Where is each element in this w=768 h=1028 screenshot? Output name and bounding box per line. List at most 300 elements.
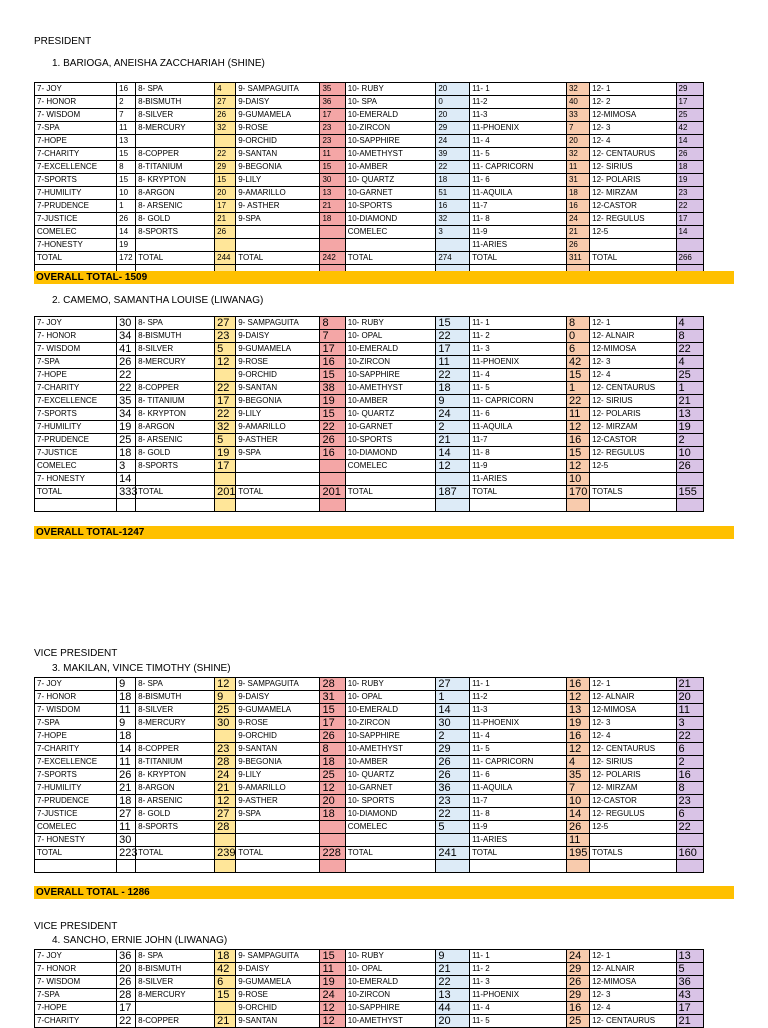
vote-count-cell: 15 [215, 989, 236, 1002]
section-cell: 12- 3 [590, 356, 676, 369]
vote-count-cell: 9 [117, 717, 136, 730]
vote-count-cell: 22 [117, 382, 136, 395]
section-cell: 11- CAPRICORN [470, 395, 567, 408]
table-row [35, 756, 704, 769]
vote-count-cell: 19 [215, 447, 236, 460]
vote-count-cell: 19 [676, 174, 703, 187]
section-cell: 8- ARSENIC [136, 200, 215, 213]
section-cell: 8-COPPER [136, 743, 215, 756]
section-cell: 7- HONOR [35, 96, 117, 109]
section-cell: 8-BISMUTH [136, 963, 215, 976]
vote-count-cell: 35 [117, 395, 136, 408]
vote-count-cell: 16 [436, 200, 470, 213]
section-cell: 10-DIAMOND [345, 447, 436, 460]
section-cell: 9-ROSE [236, 989, 320, 1002]
vote-count-cell: 22 [676, 200, 703, 213]
vote-count-cell: 4 [676, 356, 703, 369]
section-cell: 7- HONESTY [35, 473, 117, 486]
section-cell: 12- 1 [590, 678, 676, 691]
vote-count-cell: 15 [320, 950, 345, 963]
table-row [35, 821, 704, 834]
section-cell: 7- JOY [35, 678, 117, 691]
section-cell: 8-COPPER [136, 382, 215, 395]
section-cell: 12-MIMOSA [590, 976, 676, 989]
vote-count-cell: 20 [117, 963, 136, 976]
section-cell: 9-LILY [236, 408, 320, 421]
section-cell: 12- MIRZAM [590, 421, 676, 434]
section-cell [236, 821, 320, 834]
vote-count-cell: 11 [566, 161, 589, 174]
vote-count-cell: 8 [676, 782, 703, 795]
section-cell: 8-MERCURY [136, 717, 215, 730]
section-cell: 12- 1 [590, 950, 676, 963]
section-cell: 9-SANTAN [236, 1015, 320, 1028]
vote-count-cell [320, 460, 345, 473]
vote-count-cell: 18 [117, 447, 136, 460]
table-row [35, 691, 704, 704]
vote-count-cell: 22 [436, 161, 470, 174]
table-row [35, 717, 704, 730]
vote-count-cell: 17 [676, 1002, 703, 1015]
vote-count-cell: 12 [566, 691, 589, 704]
section-cell: 10-AMETHYST [345, 1015, 436, 1028]
vote-count-cell: 43 [676, 989, 703, 1002]
section-cell: 9-LILY [236, 174, 320, 187]
vote-count-cell: 14 [676, 226, 703, 239]
section-cell: 7-HOPE [35, 730, 117, 743]
vote-count-cell: 15 [215, 174, 236, 187]
vote-count-cell: 25 [320, 769, 345, 782]
vote-count-cell: 11 [117, 704, 136, 717]
section-cell: 12-5 [590, 821, 676, 834]
vote-count-cell [320, 226, 345, 239]
vote-count-cell: 11 [320, 963, 345, 976]
section-cell: 7-SPORTS [35, 769, 117, 782]
table-row [35, 382, 704, 395]
vote-count-cell: 30 [215, 717, 236, 730]
section-cell: 12- REGULUS [590, 447, 676, 460]
section-cell: 9-AMARILLO [236, 782, 320, 795]
section-cell: 8-SILVER [136, 976, 215, 989]
vote-count-cell: 32 [215, 421, 236, 434]
section-cell: 8-COPPER [136, 148, 215, 161]
vote-count-cell: 22 [215, 382, 236, 395]
vote-count-cell: 15 [320, 161, 345, 174]
vote-count-cell: 9 [117, 678, 136, 691]
vote-count-cell: 6 [215, 976, 236, 989]
section-cell [345, 473, 436, 486]
vote-count-cell: 21 [320, 200, 345, 213]
section-cell: TOTAL [136, 252, 215, 265]
vote-count-cell: 19 [117, 421, 136, 434]
section-cell: TOTALS [590, 486, 676, 499]
section-cell: 8-MERCURY [136, 356, 215, 369]
section-cell: 7- WISDOM [35, 976, 117, 989]
vote-count-cell: 26 [566, 821, 589, 834]
section-cell: 8- SPA [136, 678, 215, 691]
section-cell [590, 239, 676, 252]
section-cell [136, 369, 215, 382]
section-cell: 9-ROSE [236, 356, 320, 369]
vote-count-cell: 20 [676, 691, 703, 704]
table-row [35, 317, 704, 330]
vote-count-cell: 11 [117, 756, 136, 769]
vote-count-cell: 18 [566, 187, 589, 200]
vote-count-cell [215, 369, 236, 382]
vote-count-cell: 2 [436, 421, 470, 434]
section-cell: 10- OPAL [345, 330, 436, 343]
section-cell: 10-AMETHYST [345, 382, 436, 395]
vote-count-cell: 28 [320, 678, 345, 691]
vote-count-cell [320, 821, 345, 834]
vote-count-cell: 29 [566, 989, 589, 1002]
table-row [35, 135, 704, 148]
vote-count-cell: 26 [320, 434, 345, 447]
vote-count-cell: 25 [566, 1015, 589, 1028]
section-cell: 10-EMERALD [345, 109, 436, 122]
section-cell: 12- MIRZAM [590, 187, 676, 200]
section-cell: 11-9 [470, 226, 567, 239]
vote-count-cell: 8 [676, 330, 703, 343]
vote-count-cell: 14 [436, 447, 470, 460]
section-cell: 10- RUBY [345, 83, 436, 96]
section-cell: 12-MIMOSA [590, 704, 676, 717]
section-cell: 7-JUSTICE [35, 808, 117, 821]
section-cell: 9- SAMPAGUITA [236, 317, 320, 330]
section-cell [136, 473, 215, 486]
vote-count-cell: 22 [436, 330, 470, 343]
section-cell: 8- TITANIUM [136, 395, 215, 408]
vote-count-cell: 22 [436, 976, 470, 989]
vote-count-cell: 26 [117, 356, 136, 369]
section-cell: 10-EMERALD [345, 976, 436, 989]
vote-count-cell: 241 [436, 847, 470, 860]
section-cell [236, 226, 320, 239]
section-cell: 9-BEGONIA [236, 161, 320, 174]
section-cell: 7-SPORTS [35, 174, 117, 187]
section-cell: 8-TITANIUM [136, 161, 215, 174]
section-cell: COMELEC [345, 226, 436, 239]
vote-count-cell: 7 [566, 782, 589, 795]
vote-count-cell: 22 [215, 408, 236, 421]
vote-count-cell: 24 [436, 408, 470, 421]
vote-count-cell: 30 [320, 174, 345, 187]
section-cell: 11-ARIES [470, 834, 567, 847]
vote-count-cell: 39 [436, 148, 470, 161]
vote-count-cell: 16 [566, 434, 589, 447]
vote-count-cell: 42 [215, 963, 236, 976]
vote-count-cell: 21 [676, 395, 703, 408]
vote-count-cell [215, 473, 236, 486]
section-cell: 9-SANTAN [236, 148, 320, 161]
section-cell: 9-SPA [236, 808, 320, 821]
vote-count-cell: 23 [436, 795, 470, 808]
vote-count-cell: 17 [320, 343, 345, 356]
section-cell: 8-TITANIUM [136, 756, 215, 769]
section-cell: 7-SPA [35, 989, 117, 1002]
vote-count-cell: 26 [320, 730, 345, 743]
section-cell: TOTAL [136, 486, 215, 499]
section-cell: 11-PHOENIX [470, 717, 567, 730]
table-row [35, 486, 704, 499]
table-row [35, 395, 704, 408]
vote-count-cell: 14 [436, 704, 470, 717]
section-cell: 7-JUSTICE [35, 213, 117, 226]
vote-count-cell: 2 [436, 730, 470, 743]
section-cell: 12- REGULUS [590, 808, 676, 821]
vote-count-cell: 7 [117, 109, 136, 122]
vote-count-cell: 32 [215, 122, 236, 135]
section-cell: 11-7 [470, 434, 567, 447]
section-cell: 8-BISMUTH [136, 330, 215, 343]
vote-count-cell: 244 [215, 252, 236, 265]
table-row [35, 847, 704, 860]
vote-count-cell: 0 [436, 96, 470, 109]
vote-count-cell: 34 [117, 408, 136, 421]
section-cell: 11-9 [470, 460, 567, 473]
section-cell: 10-DIAMOND [345, 808, 436, 821]
table-row [35, 795, 704, 808]
vote-count-cell: 32 [566, 148, 589, 161]
section-cell: TOTAL [236, 847, 320, 860]
section-cell: 8- KRYPTON [136, 174, 215, 187]
section-cell: TOTAL [470, 252, 567, 265]
section-cell: TOTAL [236, 252, 320, 265]
vote-count-cell: 16 [676, 769, 703, 782]
section-cell: 9-LILY [236, 769, 320, 782]
vote-count-cell: 21 [676, 678, 703, 691]
vote-count-cell: 160 [676, 847, 703, 860]
section-cell: 7- JOY [35, 950, 117, 963]
section-cell: 7- WISDOM [35, 343, 117, 356]
section-cell: 7- HONESTY [35, 834, 117, 847]
table-row [35, 187, 704, 200]
section-cell: 7-EXCELLENCE [35, 395, 117, 408]
section-cell: 7-PRUDENCE [35, 200, 117, 213]
section-cell: 8-SILVER [136, 109, 215, 122]
vote-count-cell: 29 [436, 743, 470, 756]
section-cell: 10-SAPPHIRE [345, 730, 436, 743]
section-cell: 11-7 [470, 200, 567, 213]
vote-count-cell: 23 [320, 122, 345, 135]
vote-count-cell: 35 [320, 83, 345, 96]
vote-count-cell: 29 [436, 122, 470, 135]
section-cell: 11- 1 [470, 678, 567, 691]
vote-count-cell: 15 [320, 704, 345, 717]
vote-count-cell: 27 [436, 678, 470, 691]
section-cell: 10- SPORTS [345, 795, 436, 808]
vote-count-cell: 22 [676, 821, 703, 834]
section-cell: 11-ARIES [470, 239, 567, 252]
table-row [35, 213, 704, 226]
section-cell: 10- OPAL [345, 691, 436, 704]
section-cell [590, 834, 676, 847]
vote-count-cell: 42 [566, 356, 589, 369]
section-cell: 8- SPA [136, 317, 215, 330]
office-heading: VICE PRESIDENT [34, 921, 118, 932]
section-cell: 10-EMERALD [345, 343, 436, 356]
section-cell: 11- 6 [470, 174, 567, 187]
vote-count-cell: 155 [676, 486, 703, 499]
section-cell: 9-DAISY [236, 691, 320, 704]
section-cell: 7-HOPE [35, 369, 117, 382]
section-cell: 10- OPAL [345, 963, 436, 976]
vote-count-cell: 23 [676, 187, 703, 200]
vote-count-cell [436, 834, 470, 847]
section-cell: 7-PRUDENCE [35, 795, 117, 808]
vote-count-cell: 24 [320, 989, 345, 1002]
vote-count-cell: 22 [676, 730, 703, 743]
vote-count-cell: 12 [566, 421, 589, 434]
section-cell: 12- REGULUS [590, 213, 676, 226]
section-cell: 12-5 [590, 226, 676, 239]
section-cell [136, 135, 215, 148]
vote-count-cell: 8 [320, 317, 345, 330]
vote-count-cell: 25 [117, 434, 136, 447]
vote-count-cell: 33 [566, 109, 589, 122]
vote-count-cell: 4 [215, 83, 236, 96]
section-cell: 10- RUBY [345, 950, 436, 963]
section-cell: 7- HONOR [35, 691, 117, 704]
vote-count-cell: 201 [320, 486, 345, 499]
vote-count-cell: 12 [320, 1002, 345, 1015]
vote-count-cell: 11 [436, 356, 470, 369]
section-cell: 8-ARGON [136, 782, 215, 795]
vote-count-cell: 5 [676, 963, 703, 976]
section-cell: TOTAL [35, 847, 117, 860]
table-row [35, 834, 704, 847]
vote-count-cell: 6 [566, 343, 589, 356]
vote-count-cell: 21 [676, 1015, 703, 1028]
section-cell [236, 460, 320, 473]
vote-count-cell: 22 [566, 395, 589, 408]
table-row [35, 252, 704, 265]
vote-count-cell: 15 [436, 317, 470, 330]
vote-count-cell: 25 [215, 704, 236, 717]
section-cell: 7-HOPE [35, 1002, 117, 1015]
vote-count-cell: 18 [320, 808, 345, 821]
table-row [35, 330, 704, 343]
vote-count-cell: 17 [436, 343, 470, 356]
vote-count-cell: 20 [436, 83, 470, 96]
vote-count-cell: 13 [436, 989, 470, 1002]
section-cell: 9-GUMAMELA [236, 109, 320, 122]
vote-count-cell: 17 [215, 395, 236, 408]
vote-count-cell: 13 [320, 187, 345, 200]
vote-count-cell: 11 [566, 834, 589, 847]
vote-count-cell: 23 [676, 795, 703, 808]
section-cell [136, 730, 215, 743]
vote-count-cell: 17 [117, 1002, 136, 1015]
vote-count-cell: 4 [676, 317, 703, 330]
section-cell: 11-ARIES [470, 473, 567, 486]
table-row [35, 1015, 704, 1028]
section-cell: 9- SAMPAGUITA [236, 678, 320, 691]
vote-count-cell: 274 [436, 252, 470, 265]
vote-count-cell: 13 [676, 408, 703, 421]
vote-count-cell: 10 [566, 473, 589, 486]
vote-count-cell: 22 [117, 1015, 136, 1028]
vote-count-cell: 27 [117, 808, 136, 821]
vote-count-cell: 3 [436, 226, 470, 239]
vote-count-cell: 11 [117, 122, 136, 135]
section-cell: 9-SPA [236, 213, 320, 226]
vote-count-cell: 15 [566, 369, 589, 382]
section-cell: 11-AQUILA [470, 782, 567, 795]
vote-count-cell: 3 [676, 717, 703, 730]
section-cell: 7- WISDOM [35, 704, 117, 717]
vote-count-cell: 30 [117, 834, 136, 847]
section-cell: 9-ASTHER [236, 795, 320, 808]
section-cell: 11-PHOENIX [470, 122, 567, 135]
vote-count-cell: 29 [215, 161, 236, 174]
table-row [35, 408, 704, 421]
section-cell: 10- RUBY [345, 317, 436, 330]
section-cell: 9- ASTHER [236, 200, 320, 213]
section-cell: 11- CAPRICORN [470, 756, 567, 769]
vote-count-cell: 23 [215, 330, 236, 343]
vote-count-cell: 1 [117, 200, 136, 213]
vote-count-cell: 16 [566, 200, 589, 213]
section-cell: 10-SAPPHIRE [345, 135, 436, 148]
vote-count-cell: 24 [566, 213, 589, 226]
section-cell: 11- 8 [470, 808, 567, 821]
section-cell: TOTAL [590, 252, 676, 265]
section-cell [136, 239, 215, 252]
section-cell: 8- GOLD [136, 808, 215, 821]
section-cell: 7- HONOR [35, 330, 117, 343]
section-cell: 12-MIMOSA [590, 343, 676, 356]
section-cell: 8- SPA [136, 83, 215, 96]
vote-count-cell: 12 [215, 678, 236, 691]
section-cell: 11- 2 [470, 963, 567, 976]
section-cell: 9-BEGONIA [236, 756, 320, 769]
table-row [35, 473, 704, 486]
vote-count-cell: 35 [566, 769, 589, 782]
vote-count-cell: 17 [215, 200, 236, 213]
section-cell: 7-EXCELLENCE [35, 756, 117, 769]
section-cell: 12- CENTAURUS [590, 148, 676, 161]
overall-total: OVERALL TOTAL- 1509 [34, 271, 734, 284]
section-cell: COMELEC [35, 821, 117, 834]
vote-count-cell: 27 [215, 808, 236, 821]
table-row [35, 421, 704, 434]
vote-count-cell: 13 [117, 135, 136, 148]
vote-count-cell: 24 [436, 135, 470, 148]
section-cell: 9- SAMPAGUITA [236, 83, 320, 96]
vote-count-cell: 17 [676, 96, 703, 109]
section-cell: 9-GUMAMELA [236, 976, 320, 989]
vote-count-cell: 7 [320, 330, 345, 343]
table-row [35, 743, 704, 756]
vote-count-cell: 14 [676, 135, 703, 148]
candidate-name: 3. MAKILAN, VINCE TIMOTHY (SHINE) [52, 663, 231, 674]
section-cell: 10-EMERALD [345, 704, 436, 717]
section-cell: 10-GARNET [345, 187, 436, 200]
section-cell: TOTAL [345, 486, 436, 499]
section-cell: 12- SIRIUS [590, 395, 676, 408]
vote-count-cell: 44 [436, 1002, 470, 1015]
section-cell: 8- GOLD [136, 447, 215, 460]
vote-count-cell: 26 [436, 756, 470, 769]
section-cell: 9-BEGONIA [236, 395, 320, 408]
vote-table [34, 82, 704, 278]
vote-count-cell: 187 [436, 486, 470, 499]
table-row-blank [35, 860, 704, 873]
section-cell: 8-SPORTS [136, 821, 215, 834]
section-cell: 7-JUSTICE [35, 447, 117, 460]
section-cell: 9-ROSE [236, 122, 320, 135]
